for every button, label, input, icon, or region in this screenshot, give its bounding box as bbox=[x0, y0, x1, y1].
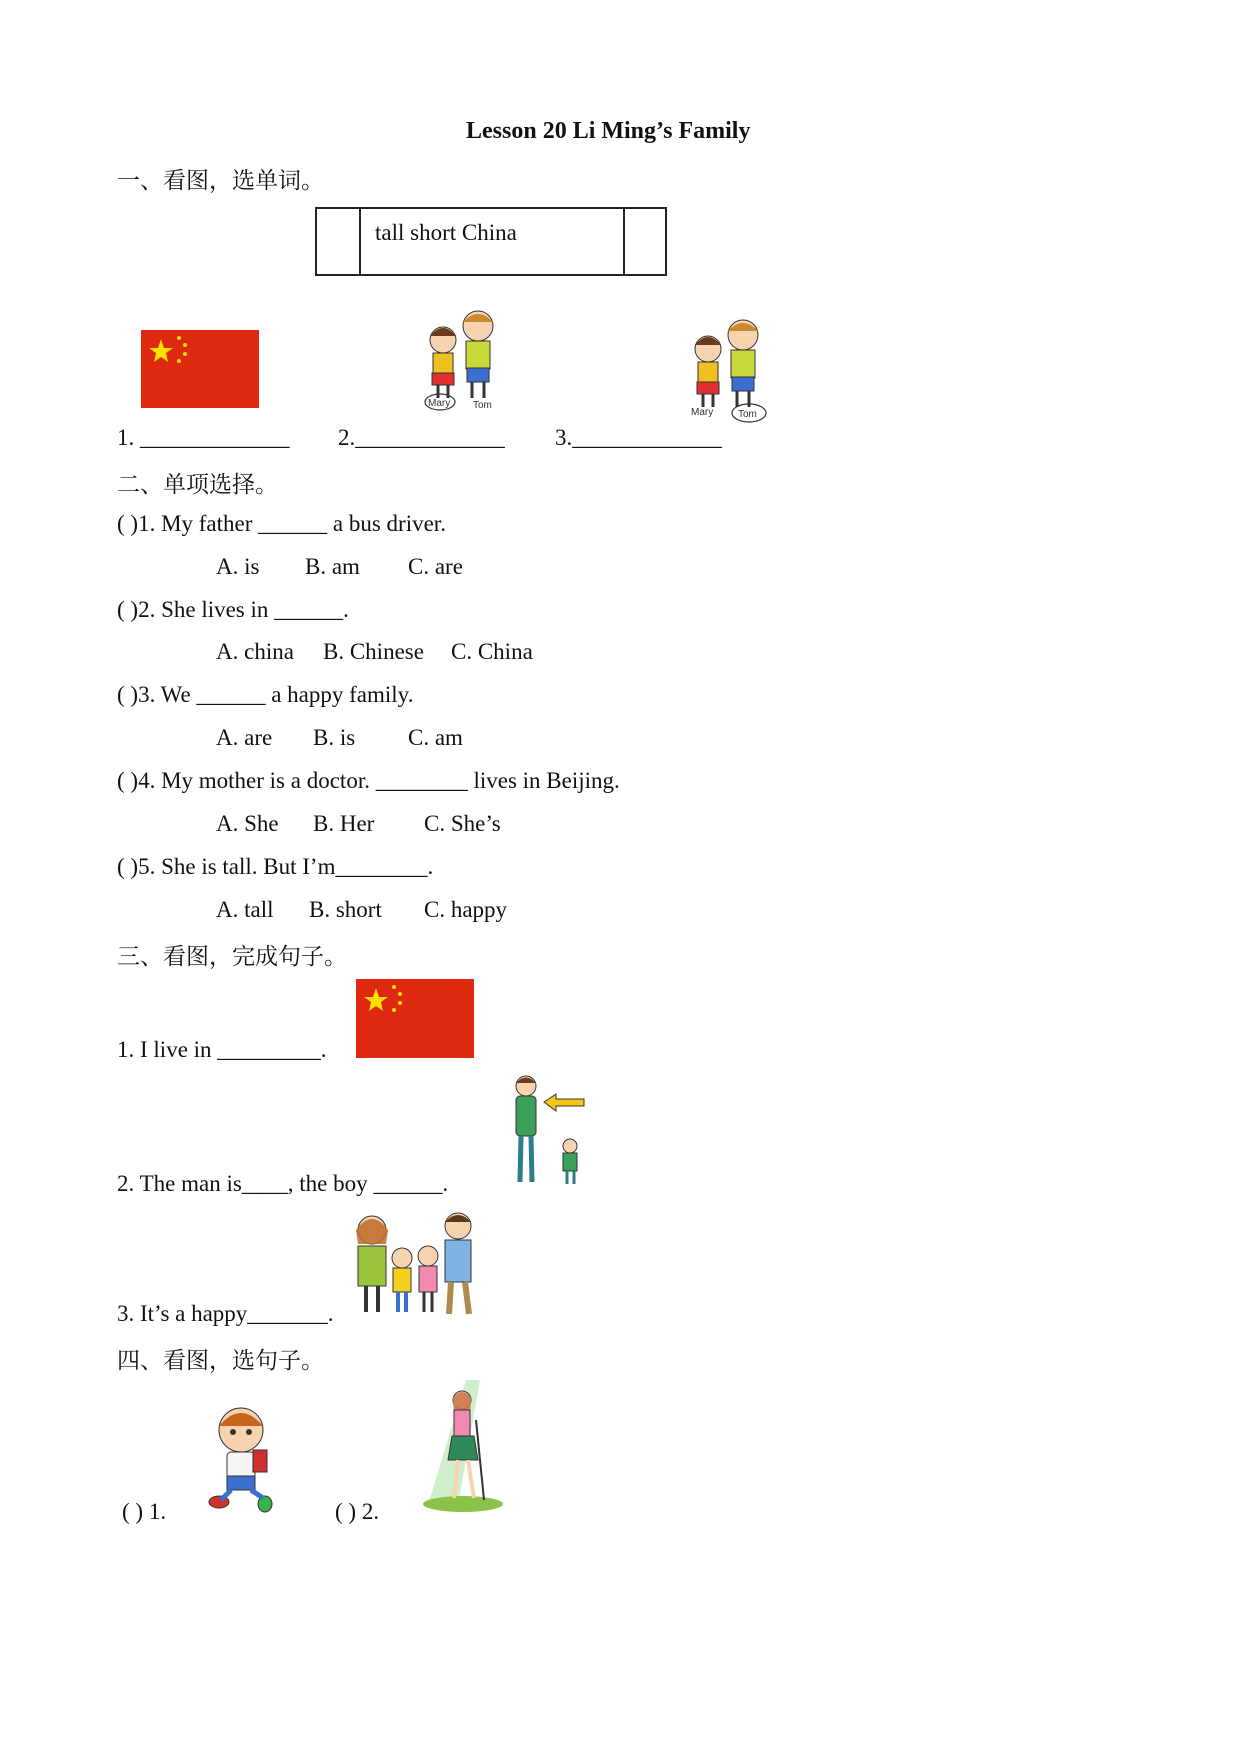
s1-answer-1: 1. _____________ bbox=[117, 425, 290, 450]
q2-option-a: A. china bbox=[216, 639, 294, 664]
q3-option-a: A. are bbox=[216, 725, 273, 750]
question-2: ( )2. She lives in ______. bbox=[117, 597, 349, 622]
s1-answer-3: 3._____________ bbox=[555, 425, 722, 450]
question-1: ( )1. My father ______ a bus driver. bbox=[117, 511, 446, 536]
s3-sentence-1: 1. I live in _________. bbox=[117, 1037, 327, 1062]
s4-item-2: ( ) 2. bbox=[335, 1499, 380, 1524]
q2-option-c: C. China bbox=[451, 639, 533, 664]
boy-walking-image bbox=[207, 1404, 275, 1512]
q5-option-a: A. tall bbox=[216, 897, 274, 922]
china-flag-image bbox=[141, 330, 259, 408]
woman-walking-image bbox=[418, 1380, 508, 1514]
s1-answer-2: 2._____________ bbox=[338, 425, 505, 450]
s3-sentence-3: 3. It’s a happy_______. bbox=[117, 1301, 334, 1326]
section3-heading: 三、看图，完成句子。 bbox=[117, 944, 347, 970]
q4-option-b: B. Her bbox=[313, 811, 375, 836]
mary-tom-image-1 bbox=[418, 298, 508, 416]
mary-tom-image-2 bbox=[683, 307, 773, 425]
pic3-name-mary: Mary bbox=[691, 407, 714, 418]
pic3-name-tom: Tom bbox=[738, 409, 757, 420]
q4-option-c: C. She’s bbox=[424, 811, 501, 836]
q5-option-b: B. short bbox=[309, 897, 382, 922]
pic2-name-tom: Tom bbox=[473, 400, 492, 411]
question-4: ( )4. My mother is a doctor. ________ lives in Beijing. bbox=[117, 768, 620, 793]
q2-option-b: B. Chinese bbox=[323, 639, 424, 664]
q3-option-b: B. is bbox=[313, 725, 356, 750]
word-box-divider-left bbox=[359, 209, 361, 274]
happy-family-image bbox=[350, 1208, 486, 1320]
q1-option-b: B. am bbox=[305, 554, 360, 579]
question-5: ( )5. She is tall. But I’m________. bbox=[117, 854, 434, 879]
section2-heading: 二、单项选择。 bbox=[117, 472, 278, 498]
s3-sentence-2: 2. The man is____, the boy ______. bbox=[117, 1171, 449, 1196]
word-box bbox=[315, 207, 667, 276]
q1-option-c: C. are bbox=[408, 554, 463, 579]
q5-option-c: C. happy bbox=[424, 897, 508, 922]
page-title: Lesson 20 Li Ming’s Family bbox=[466, 118, 751, 144]
section1-heading: 一、看图，选单词。 bbox=[117, 168, 324, 194]
q4-option-a: A. She bbox=[216, 811, 279, 836]
tall-man-short-boy-image bbox=[508, 1074, 588, 1192]
section4-heading: 四、看图，选句子。 bbox=[117, 1348, 324, 1374]
s4-item-1: ( ) 1. bbox=[122, 1499, 167, 1524]
word-box-divider-right bbox=[623, 209, 625, 274]
q3-option-c: C. am bbox=[408, 725, 463, 750]
question-3: ( )3. We ______ a happy family. bbox=[117, 682, 414, 707]
q1-option-a: A. is bbox=[216, 554, 260, 579]
word-bank: tall short China bbox=[375, 220, 517, 245]
china-flag-image-2 bbox=[356, 979, 474, 1058]
pic2-name-mary: Mary bbox=[428, 398, 451, 409]
